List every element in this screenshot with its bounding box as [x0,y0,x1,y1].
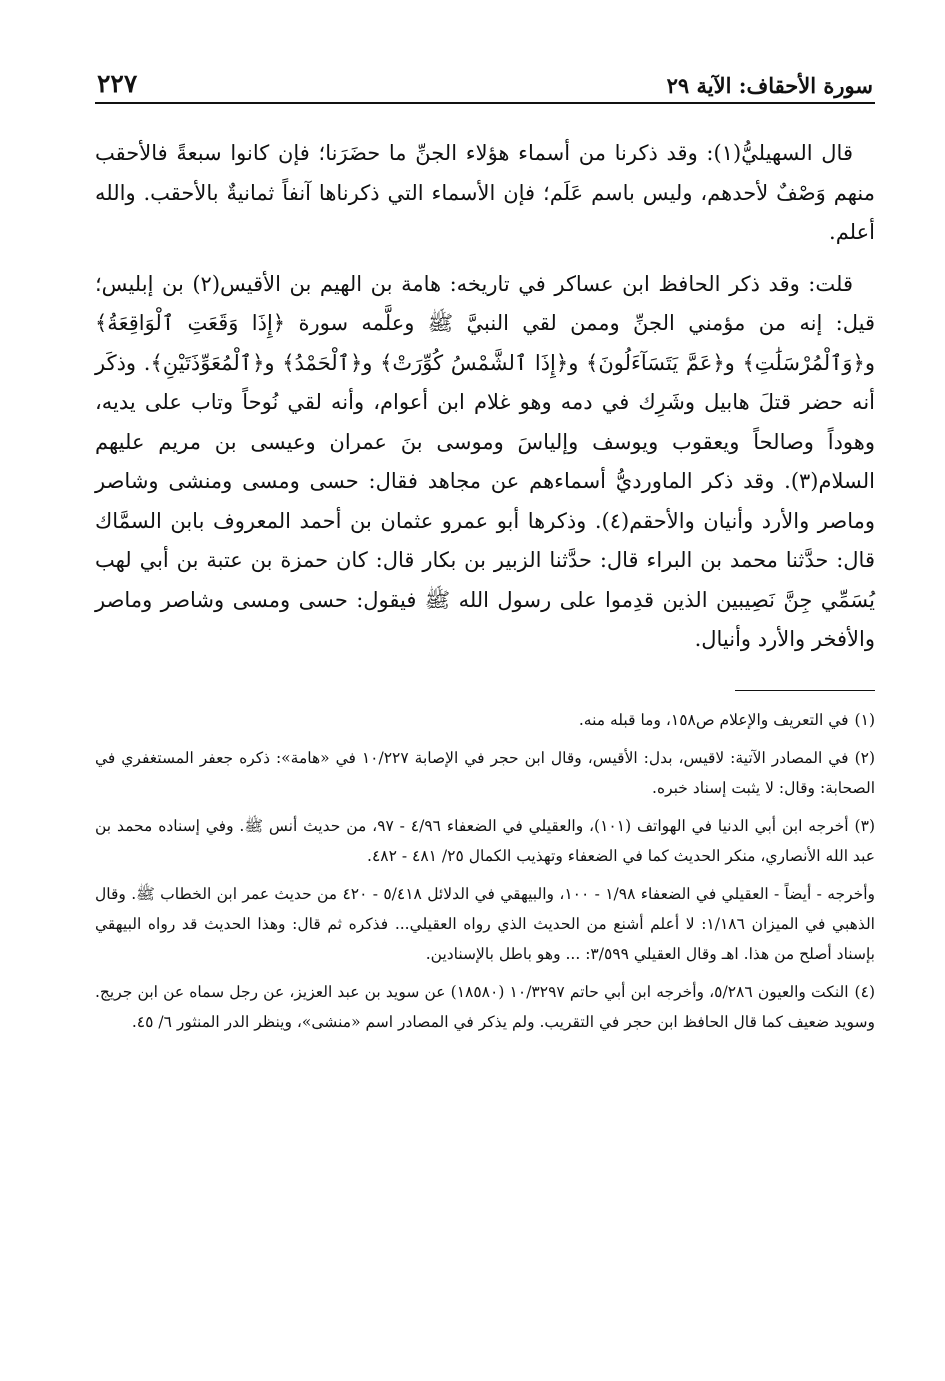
footnote [95,705,875,735]
footnote-separator [735,690,875,691]
footnote-text: في المصادر الآتية: لاقيس، بدل: الأقيس، وقال ابن حجر في الإصابة ١٠/٢٢٧ في «هامة»: ذكره جعفر المستغفري في الصحابة: وقال: لا يثبت إسناد خبره. [95,748,875,797]
book-page [95,60,875,1350]
running-title: سورة الأحقاف: الآية ٢٩ [666,73,873,98]
footnote [95,743,875,803]
page-header [95,60,875,104]
body-paragraph: قلت: وقد ذكر الحافظ ابن عساكر في تاريخه: هامة بن الهيم بن الأقيس(٢) بن إبليس؛ قيل: إنه من مؤمني الجنِّ وممن لقي النبيَّ ﷺ وعلَّمه سورة ﴿إِذَا وَقَعَتِ ٱلْوَاقِعَةُ﴾ و﴿وَٱلْمُرْسَلَٰتِ﴾ و﴿عَمَّ يَتَسَآءَلُونَ﴾ و﴿إِذَا ٱلشَّمْسُ كُوِّرَتْ﴾ و﴿ٱلْحَمْدُ﴾ و﴿ٱلْمُعَوِّذَتَيْنِ﴾. وذكَر أنه حضر قتلَ هابيل وشَرِك في دمه وهو غلام ابن أعوام، وأنه لقي نُوحاً وتاب على يديه، وهوداً وصالحاً ويعقوب ويوسف وإلياسَ وموسى بنَ عمران وعيسى بن مريم عليهم السلام(٣). وقد ذكر الماورديُّ أسماءهم عن مجاهد فقال: حسى ومسى ومنشى وشاصر وماصر والأرد وأنيان والأحقم(٤). وذكرها أبو عمرو عثمان بن أحمد المعروف بابن السمَّاك قال: حدَّثنا محمد بن البراء قال: حدَّثنا الزبير بن بكار قال: كان حمزة بن عتبة بن أبي لهب يُسَمِّي جِنَّ نَصِيبين الذين قدِموا على رسول الله ﷺ فيقول: حسى ومسى وشاصر وماصر والأفخر والأرد وأنيال. [95,271,875,651]
footnote-number: (٢) [854,748,876,767]
footnote-number: (١) [854,710,875,729]
main-text [95,134,875,660]
footnote-number: (٤) [854,982,875,1001]
footnote-text: أخرجه ابن أبي الدنيا في الهواتف (١٠١)، والعقيلي في الضعفاء ٤/٩٦ - ٩٧، من حديث أنس ﷺ. وفي إسناده محمد بن عبد الله الأنصاري، منكر الحديث كما في الضعفاء وتهذيب الكمال ٢٥/ ٤٨١ - ٤٨٢. [95,816,875,865]
footnote-number: (٣) [854,816,875,835]
footnotes [95,705,875,1037]
footnote-text: في التعريف والإعلام ص١٥٨، وما قبله منه. [578,710,849,729]
page-number: ٢٢٧ [97,69,138,98]
footnote [95,811,875,871]
footnote [95,977,875,1037]
footnote-text: النكت والعيون ٥/٢٨٦، وأخرجه ابن أبي حاتم ١٠/٣٢٩٧ (١٨٥٨٠) عن سويد بن عبد العزيز، عن رجل سماه عن ابن جريج. وسويد ضعيف كما قال الحافظ ابن حجر في التقريب. ولم يذكر في المصادر اسم «منشى»، وينظر الدر المنثور ٦/ ٤٥. [95,982,875,1031]
footnote-continuation: وأخرجه - أيضاً - العقيلي في الضعفاء ١/٩٨ - ١٠٠، والبيهقي في الدلائل ٥/٤١٨ - ٤٢٠ من حديث عمر ابن الخطاب ﷺ. وقال الذهبي في الميزان ١/١٨٦: لا أعلم أشنع من الحديث الذي رواه العقيلي... فذكره ثم قال: وهذا الحديث قد رواه البيهقي بإسناد أصلح من هذا. اهـ وقال العقيلي ٣/٥٩٩: ... وهو باطل بالإسنادين. [95,884,876,963]
body-paragraph: قال السهيليُّ(١): وقد ذكرنا من أسماء هؤلاء الجنِّ ما حضَرَنا؛ فإن كانوا سبعةً فالأحقب منهم وَصْفٌ لأحدهم، وليس باسم عَلَم؛ فإن الأسماء التي ذكرناها آنفاً ثمانيةٌ بالأحقب. والله أعلم. [95,141,875,244]
